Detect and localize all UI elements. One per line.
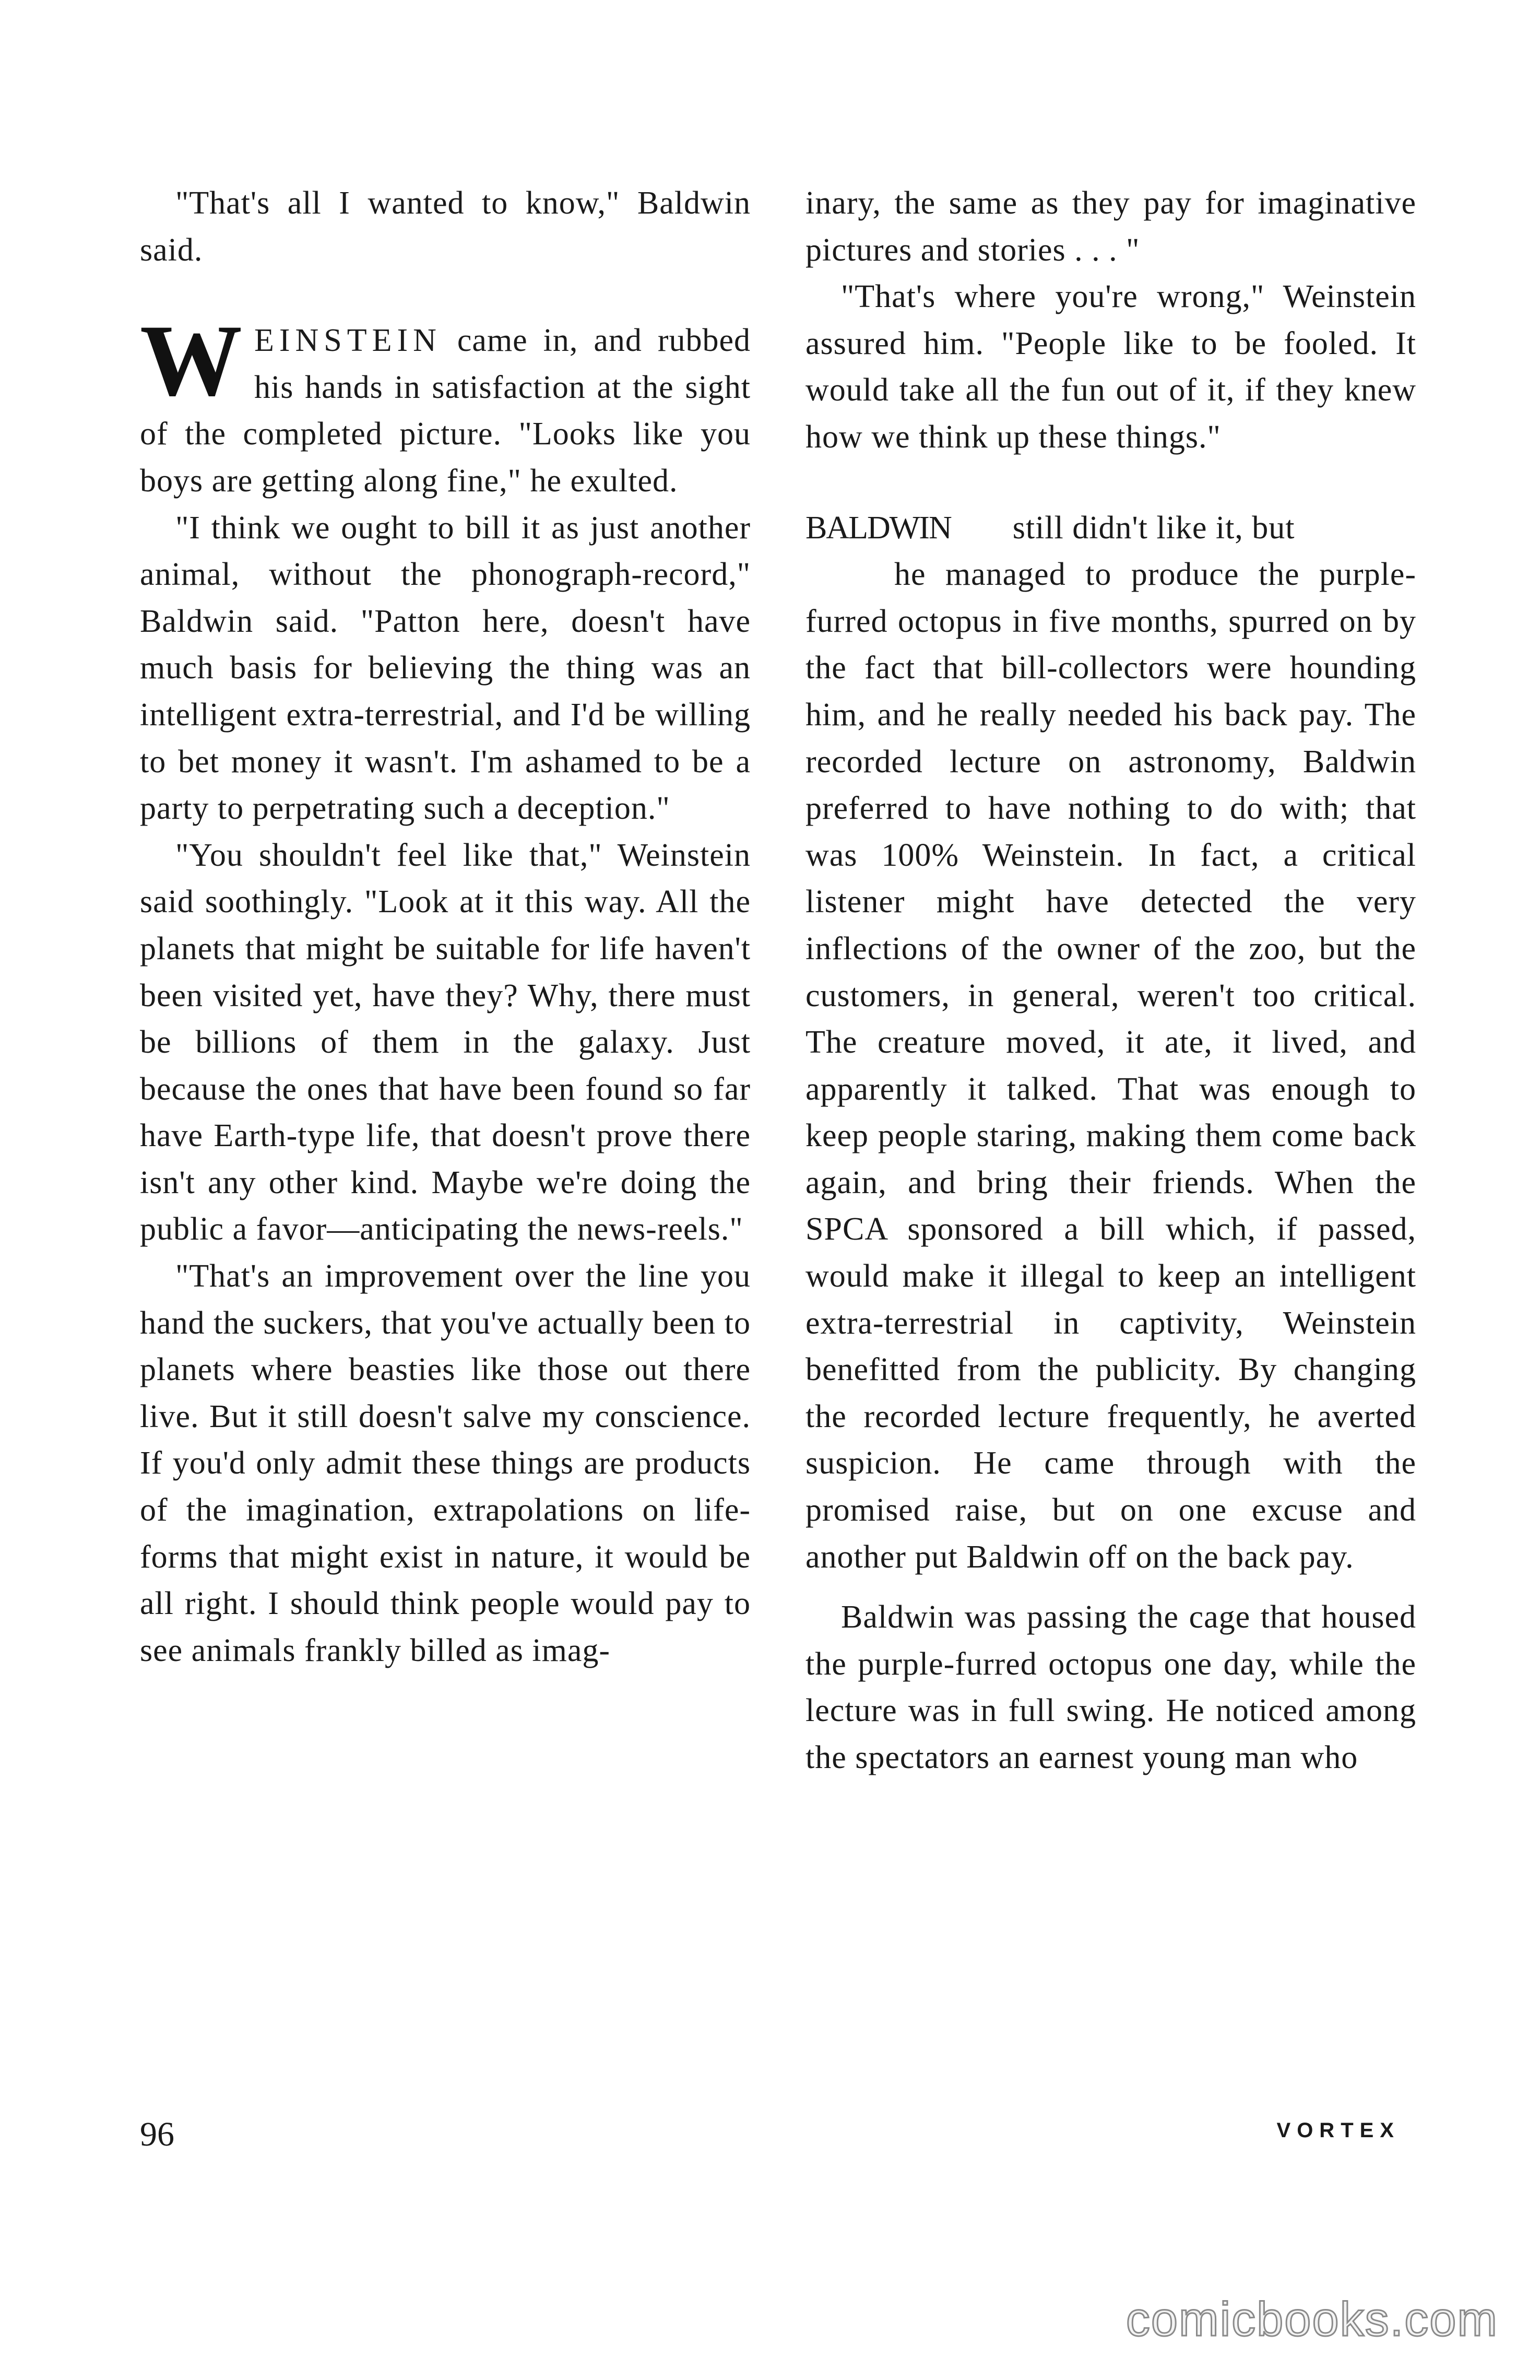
paragraph-text: still didn't like it, but [1012,510,1295,546]
paragraph-text: he managed to produce the purple-furred octopus in five months, spurred on by the fact that bill-collectors were hounding him, and he really needed his back pay. The recorded lecture on astronomy, Baldwin preferred to have nothing to do with; that was 100% Weinstein. In fact, a critical listener might have detected the very inflections of the owner of the zoo, but the customers, in general, weren't too critical. The creature moved, it ate, it lived, and apparently it talked. That was enough to keep people staring, making them come back again, and bring their friends. When the SPCA sponsored a bill which, if passed, would make it illegal to keep an intelligent extra-terrestrial in captivity, Weinstein benefitted from the publicity. By changing the recorded lecture frequently, he averted suspicion. He came through with the promised raise, but on one excuse and another put Baldwin off on the back pay. [805,557,1416,1575]
paragraph: inary, the same as they pay for imaginative pictures and stories . . . " [805,185,1416,268]
paragraph: "I think we ought to bill it as just another animal, without the phonograph-record," Baldwin said. "Patton here, doesn't have much basis for believing the thing was an intelligent extra-terrestrial, and I'd be willing to bet money it wasn't. I'm ashamed to be a party to perpetrating such a deception." [140,510,751,827]
small-caps-lead: EINSTEIN [254,323,442,359]
paragraph: "You shouldn't feel like that," Weinstein said soothingly. "Look at it this way. All the planets that might be suitable for life haven't been visited yet, have they? Why, there must be billions of them in the galaxy. Just because the ones that have been found so far have Earth-type life, that doesn't prove there isn't any other kind. Maybe we're doing the public a favor—anticipating the news-reels." [140,837,751,1247]
watermark-logo: comicbooks.com [1126,2293,1498,2346]
page-number: 96 [140,2115,174,2153]
paragraph: Baldwin was passing the cage that housed the purple-furred octopus one day, while the lecture was in full swing. He noticed among the spectators an earnest young man who [805,1599,1416,1775]
paragraph: "That's an improvement over the line you hand the suckers, that you've actually been to planets where beasties like those out there live. But it still doesn't salve my conscience. If you'd only admit these things are products of the imagination, extrapolations on life-forms that might exist in nature, it would be all right. I should think people would pay to see animals frankly billed as imag- [140,1258,751,1668]
paragraph-section-start [805,505,1416,1581]
left-column [140,180,751,1674]
paragraph-text: came in, and rubbed his hands in satisfaction at the sight of the completed picture. "Looks like you boys are getting along fine," he exulted. [140,323,751,499]
drop-cap: W [140,304,243,418]
paragraph: "That's where you're wrong," Weinstein assured him. "People like to be fooled. It would take all the fun out of it, if they knew how we think up these things." [805,279,1416,455]
paragraph-dropcap [140,304,751,504]
section-lead-word: BALDWIN [805,510,951,546]
paragraph: "That's all I wanted to know," Baldwin said. [140,185,751,268]
right-column [805,180,1416,1782]
magazine-name: VORTEX [1276,2119,1400,2142]
